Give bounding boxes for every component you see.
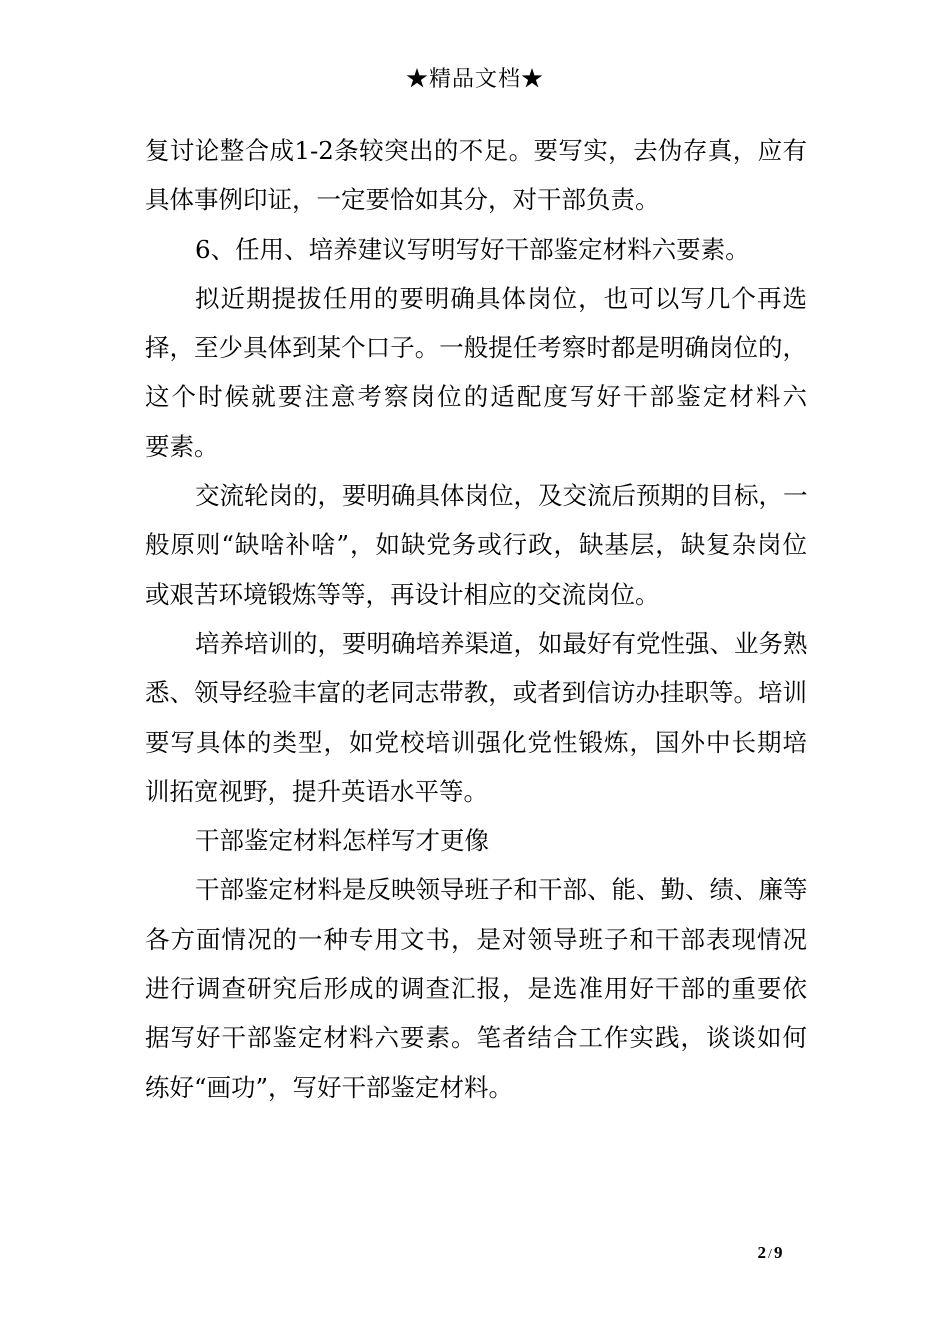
text-line: 练好“画功”，写好干部鉴定材料。 <box>145 1072 514 1102</box>
text-line: 培养培训的，要明确培养渠道，如最好有党性强、业务熟 <box>195 628 807 658</box>
current-page: 2 <box>757 1243 767 1262</box>
text-line: 悉、领导经验丰富的老同志带教，或者到信访办挂职等。培训 <box>145 678 807 708</box>
page-separator: / <box>768 1247 772 1262</box>
text-line: 拟近期提拔任用的要明确具体岗位，也可以写几个再选 <box>195 283 807 313</box>
document-header: ★精品文档★ <box>405 67 544 92</box>
text-line: 或艰苦环境锻炼等等，再设计相应的交流岗位。 <box>145 579 660 609</box>
total-pages: 9 <box>773 1243 783 1262</box>
document-body <box>145 126 807 1112</box>
text-line: 训拓宽视野，提升英语水平等。 <box>145 776 488 806</box>
text-line: 择，至少具体到某个口子。一般提任考察时都是明确岗位的， <box>145 333 807 363</box>
text-line: 进行调查研究后形成的调查汇报，是选准用好干部的重要依 <box>145 974 807 1004</box>
text-line: 要素。 <box>145 431 219 461</box>
text-line: 干部鉴定材料是反映领导班子和干部、能、勤、绩、廉等 <box>195 875 807 905</box>
text-line: 要写具体的类型，如党校培训强化党性锻炼，国外中长期培 <box>145 727 807 757</box>
text-line: 这个时候就要注意考察岗位的适配度写好干部鉴定材料六 <box>145 382 807 412</box>
text-line: 复讨论整合成1-2条较突出的不足。要写实，去伪存真，应有 <box>145 136 807 165</box>
text-line: 具体事例印证，一定要恰如其分，对干部负责。 <box>145 185 660 215</box>
text-line: 般原则“缺啥补啥”，如缺党务或行政，缺基层，缺复杂岗位 <box>145 530 807 560</box>
text-line: 交流轮岗的，要明确具体岗位，及交流后预期的目标，一 <box>195 481 807 511</box>
section-heading: 干部鉴定材料怎样写才更像 <box>195 826 489 856</box>
section-heading: 6、任用、培养建议写明写好干部鉴定材料六要素。 <box>195 234 750 264</box>
page-number <box>730 1241 810 1267</box>
text-line: 据写好干部鉴定材料六要素。笔者结合工作实践，谈谈如何 <box>145 1023 807 1053</box>
text-line: 各方面情况的一种专用文书，是对领导班子和干部表现情况 <box>145 924 807 954</box>
